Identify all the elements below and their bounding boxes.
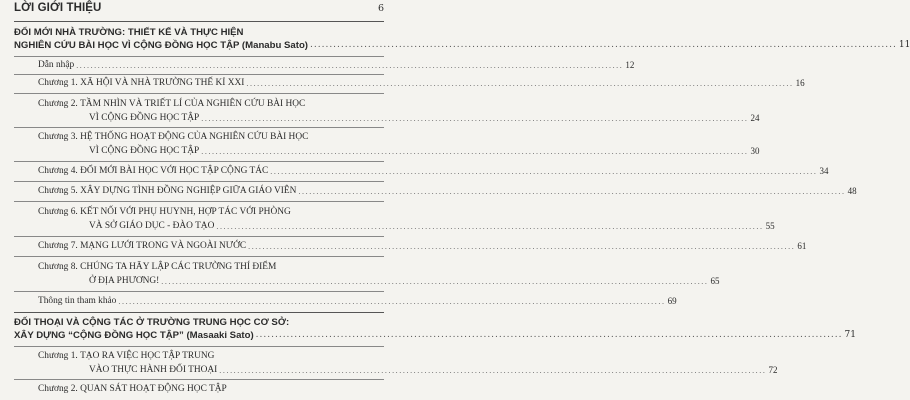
part2-title-line2: XÂY DỰNG “CỘNG ĐỒNG HỌC TẬP” (Masaaki Sato) — [14, 330, 254, 341]
entry-label: Chương 2. — [38, 384, 78, 394]
entry-title: QUAN SÁT HOẠT ĐỘNG HỌC TẬP — [80, 384, 227, 394]
entry-label: Chương 3. — [38, 132, 78, 142]
divider — [14, 56, 384, 57]
leader-dots: ........................................................................................................................................................ — [219, 365, 767, 375]
entry-title-cont: VÀ SỞ GIÁO DỤC - ĐÀO TẠO — [89, 220, 215, 231]
entry-title: ĐỔI MỚI BÀI HỌC VỚI HỌC TẬP CỘNG TÁC — [80, 166, 269, 176]
toc-entry-p2-chapter1 — [38, 350, 778, 377]
toc-entry-chapter1 — [38, 77, 805, 91]
toc-entry-chapter8 — [38, 261, 720, 288]
toc-entry-p2-chapter2 — [38, 383, 384, 397]
divider — [14, 74, 384, 75]
part1-heading — [14, 26, 910, 52]
toc-entry-chapter5 — [38, 185, 857, 199]
entry-title: KẾT NỐI VỚI PHỤ HUYNH, HỢP TÁC VỚI PHÒNG — [80, 207, 291, 217]
entry-title: MẠNG LƯỚI TRONG VÀ NGOÀI NƯỚC — [80, 241, 247, 251]
toc-intro-entry — [14, 2, 384, 18]
leader-dots: ........................................................................................................................................................ — [201, 113, 749, 123]
part2-title-line1: ĐỐI THOẠI VÀ CỘNG TÁC Ở TRƯỜNG TRUNG HỌC CƠ SỞ: — [14, 317, 290, 328]
intro-page: 6 — [377, 3, 384, 14]
entry-page: 69 — [667, 296, 677, 306]
leader-dots: ........................................................................................................................................................ — [161, 276, 709, 286]
entry-page: 61 — [797, 241, 807, 251]
part2-heading — [14, 316, 856, 342]
toc-entry-references — [38, 295, 677, 309]
entry-title-cont: VÀO THỰC HÀNH ĐỐI THOẠI — [89, 364, 218, 375]
entry-label: Chương 1. — [38, 351, 78, 361]
part1-line2 — [14, 39, 910, 52]
entry-page: 12 — [625, 60, 635, 70]
entry-page: 24 — [750, 112, 760, 123]
entry-label: Chương 5. — [38, 186, 78, 196]
intro-title: LỜI GIỚI THIỆU — [14, 2, 102, 14]
leader-dots: ........................................................................................................................................................ — [201, 146, 749, 156]
toc-entry-chapter3 — [38, 131, 760, 158]
entry-page: 48 — [847, 186, 857, 196]
entry-label: Chương 1. — [38, 78, 78, 88]
entry-label: Chương 2. — [38, 99, 78, 109]
part1-title-line1: ĐỔI MỚI NHÀ TRƯỜNG: THIẾT KẾ VÀ THỰC HIỆN — [14, 27, 244, 38]
entry-title: HỆ THỐNG HOẠT ĐỘNG CỦA NGHIÊN CỨU BÀI HỌC — [80, 132, 309, 142]
divider — [14, 379, 384, 380]
toc-entry-chapter6 — [38, 206, 775, 233]
leader-dots: ........................................................................................................................................................ — [76, 61, 624, 70]
divider — [14, 93, 384, 94]
divider — [14, 312, 384, 313]
divider — [14, 181, 384, 182]
part2-line1 — [14, 316, 384, 329]
entry-label: Chương 7. — [38, 241, 78, 251]
leader-dots: ........................................................................................................................................................ — [270, 167, 818, 176]
toc-entry-chapter2 — [38, 98, 760, 125]
entry-page: 30 — [750, 145, 760, 156]
divider — [14, 346, 384, 347]
divider — [14, 236, 384, 237]
entry-title: CHÚNG TA HÃY LẬP CÁC TRƯỜNG THÍ ĐIỂM — [80, 262, 277, 272]
divider — [14, 161, 384, 162]
part2-page: 71 — [844, 330, 856, 340]
entry-title: XÃ HỘI VÀ NHÀ TRƯỜNG THẾ KỈ XXI — [80, 78, 245, 88]
divider — [14, 291, 384, 292]
entry-page: 55 — [765, 220, 775, 231]
entry-label: Thông tin tham khảo — [38, 296, 117, 306]
entry-title: XÂY DỰNG TÌNH ĐỒNG NGHIỆP GIỮA GIÁO VIÊN — [80, 186, 297, 196]
entry-page: 34 — [819, 166, 829, 176]
toc-entry-intro — [38, 59, 635, 73]
entry-page: 65 — [710, 275, 720, 286]
toc-entry-chapter7 — [38, 240, 807, 254]
leader-dots: ........................................................................................................................................................ — [310, 40, 897, 50]
part1-line1 — [14, 26, 384, 39]
entry-title: TẠO RA VIỆC HỌC TẬP TRUNG — [80, 351, 215, 361]
divider — [14, 127, 384, 128]
leader-dots: ........................................................................................................................................................ — [246, 79, 794, 88]
leader-dots: ........................................................................................................................................................ — [216, 221, 764, 231]
leader-dots: ........................................................................................................................................................ — [298, 187, 846, 196]
divider — [14, 201, 384, 202]
entry-label: Dẫn nhập — [38, 60, 75, 70]
entry-title-cont: VÌ CỘNG ĐỒNG HỌC TẬP — [89, 112, 200, 123]
entry-title-cont: VÌ CỘNG ĐỒNG HỌC TẬP — [89, 145, 200, 156]
leader-dots: ........................................................................................................................................................ — [255, 330, 843, 340]
leader-dots: ........................................................................................................................................................ — [248, 242, 796, 251]
entry-label: Chương 8. — [38, 262, 78, 272]
entry-page: 16 — [795, 78, 805, 88]
part1-title-line2: NGHIÊN CỨU BÀI HỌC VÌ CỘNG ĐỒNG HỌC TẬP (Manabu Sato) — [14, 40, 309, 51]
toc-entry-chapter4 — [38, 165, 829, 179]
entry-title: TẦM NHÌN VÀ TRIẾT LÍ CỦA NGHIÊN CỨU BÀI HỌC — [80, 99, 306, 109]
entry-title-cont: Ở ĐỊA PHƯƠNG! — [89, 275, 160, 286]
entry-label: Chương 6. — [38, 207, 78, 217]
entry-label: Chương 4. — [38, 166, 78, 176]
divider — [14, 21, 384, 22]
part1-page: 11 — [898, 40, 910, 50]
leader-dots: ........................................................................................................................................................ — [118, 297, 666, 306]
entry-page: 72 — [768, 364, 778, 375]
part2-line2 — [14, 329, 856, 342]
divider — [14, 256, 384, 257]
